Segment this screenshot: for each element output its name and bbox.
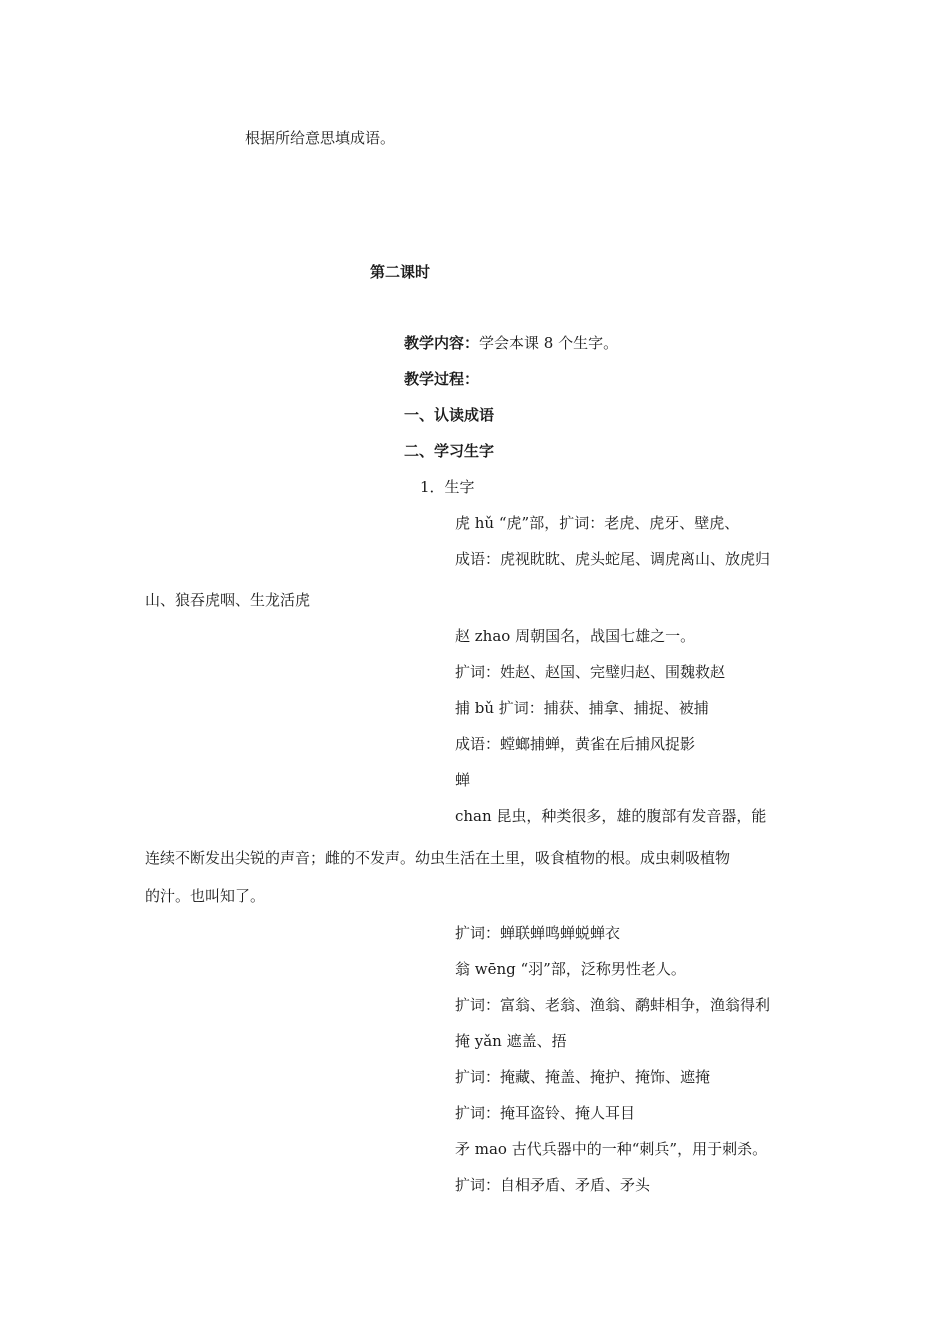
body-line: 扩词：姓赵、赵国、完璧归赵、围魏救赵 — [455, 663, 726, 681]
body-line: 成语：螳螂捕蝉，黄雀在后捕风捉影 — [455, 735, 696, 753]
body-line: 矛 mao 古代兵器中的一种“刺兵”，用于刺杀。 — [455, 1140, 768, 1158]
body-line: 扩词：掩耳盗铃、掩人耳目 — [455, 1104, 636, 1122]
body-line: chan 昆虫，种类很多，雄的腹部有发音器，能 — [455, 807, 767, 825]
lesson-title: 第二课时 — [370, 263, 431, 281]
body-line: 扩词：掩藏、掩盖、掩护、掩饰、遮掩 — [455, 1068, 711, 1086]
body-line: 虎 hǔ “虎”部，扩词：老虎、虎牙、壁虎、 — [455, 514, 740, 532]
body-line: 捕 bǔ 扩词：捕获、捕拿、捕捉、被捕 — [455, 699, 709, 717]
body-line: 山、狼吞虎咽、生龙活虎 — [145, 591, 311, 609]
body-line: 翁 wēng “羽”部，泛称男性老人。 — [455, 960, 686, 978]
body-line: 掩 yǎn 遮盖、捂 — [455, 1032, 567, 1050]
teaching-content-label: 教学内容： — [404, 334, 480, 352]
section-heading-2: 二、学习生字 — [404, 442, 495, 460]
body-line: 的汁。也叫知了。 — [145, 887, 266, 905]
body-line: 成语：虎视眈眈、虎头蛇尾、调虎离山、放虎归 — [455, 550, 771, 568]
body-line: 扩词：蝉联蝉鸣蝉蜕蝉衣 — [455, 924, 621, 942]
teaching-content-text: 学会本课 8 个生字。 — [479, 334, 619, 352]
body-line: 赵 zhao 周朝国名，战国七雄之一。 — [455, 627, 696, 645]
item-heading: 1．生字 — [420, 478, 475, 496]
teaching-process-label: 教学过程： — [404, 370, 480, 388]
body-line: 扩词：自相矛盾、矛盾、矛头 — [455, 1176, 651, 1194]
body-line: 扩词：富翁、老翁、渔翁、鹬蚌相争，渔翁得利 — [455, 996, 771, 1014]
intro-text: 根据所给意思填成语。 — [245, 129, 396, 147]
body-line: 蝉 — [455, 771, 471, 789]
body-line: 连续不断发出尖锐的声音；雌的不发声。幼虫生活在土里，吸食植物的根。成虫刺吸植物 — [145, 849, 731, 867]
section-heading-1: 一、认读成语 — [404, 406, 495, 424]
teaching-content — [404, 333, 618, 353]
